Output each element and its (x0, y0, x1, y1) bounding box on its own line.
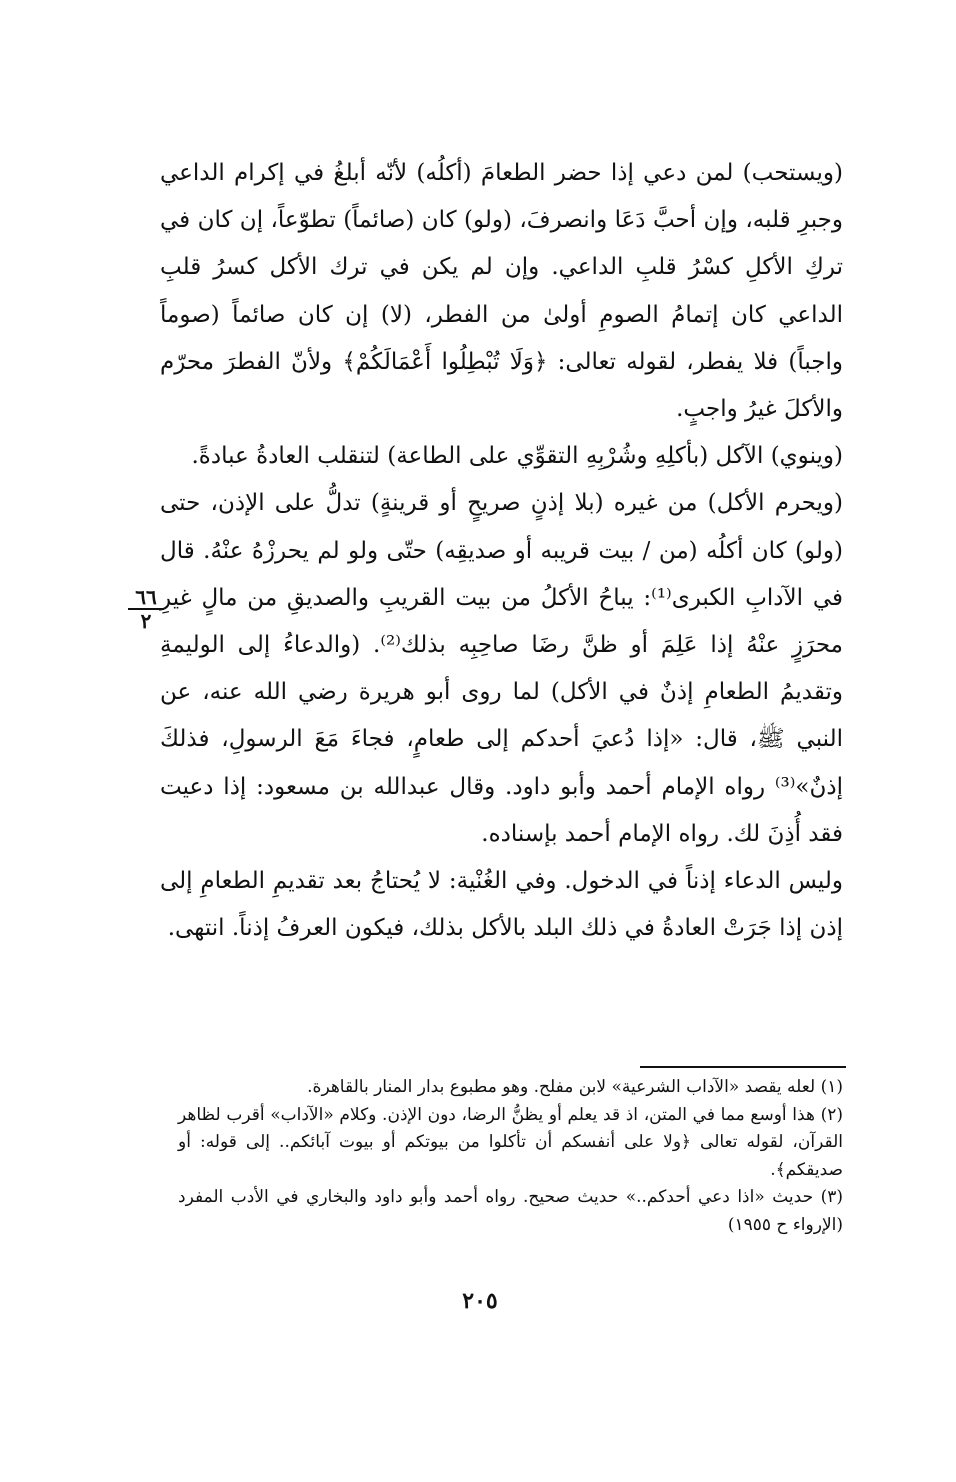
page-number: ٢٠٥ (462, 1288, 498, 1314)
main-text (160, 150, 843, 952)
footnote-2: (٢) هذا أوسع مما في المتن، اذ قد يعلم أو يظنُّ الرضا، دون الإذن. وكلام «الآداب» أقرب لظاهر القرآن، لقوله تعالى ﴿ولا على أنفسكم أن تأكلوا من بيوتكم أو بيوت آبائكم.. إلى قوله: أو صديقكم﴾. (178, 1104, 843, 1180)
paragraph-3: (ويحرم الأكل) من غيره (بلا إذنٍ صريحٍ أو قرينةٍ) تدلُّ على الإذن، حتى (ولو) كان أكلُه (من / بيت قريبه أو صديقِه) حتّى ولو لم يحرزْهُ عنْهُ. قال في الآدابِ الكبرى⁽¹⁾: يباحُ الأكلُ من بيت القريبِ والصديقِ من مالٍ غيرِ محرَزٍ عنْهُ إذا عَلِمَ أو ظنَّ رضَا صاحِبِه بذلك⁽²⁾. (والدعاءُ إلى الوليمةِ وتقديمُ الطعامِ إذنٌ في الأكل) لما روى أبو هريرة رضي الله عنه، عن النبي ﷺ، قال: «إذا دُعيَ أحدكم إلى طعامٍ، فجاءَ مَعَ الرسولِ، فذلكَ إذنٌ»⁽³⁾ رواه الإمام أحمد وأبو داود. وقال عبدالله بن مسعود: إذا دعيت فقد أُذِنَ لك. رواه الإمام أحمد بإسناده. (160, 490, 843, 847)
footnotes (178, 1074, 843, 1239)
manuscript-page-reference (128, 587, 164, 631)
paragraph-4: وليس الدعاء إذناً في الدخول. وفي الغُنْية: لا يُحتاجُ بعد تقديمِ الطعامِ إلى إذن إذا جَرَتْ العادةُ في ذلك البلد بالأكل بذلك، فيكون العرفُ إذناً. انتهى. (160, 868, 843, 942)
footnote-1: (١) لعله يقصد «الآداب الشرعية» لابن مفلح. وهو مطبوع بدار المنار بالقاهرة. (307, 1077, 843, 1097)
footnote-divider (640, 1066, 846, 1068)
manuscript-folio-number: ٦٦ (128, 587, 164, 610)
paragraph-2: (وينوي) الآكل (بأكلِهِ وشُرْبِهِ التقوِّي على الطاعة) لتنقلب العادةُ عبادةً. (191, 443, 843, 470)
footnote-3: (٣) حديث «اذا دعي أحدكم..» حديث صحيح. رواه أحمد وأبو داود والبخاري في الأدب المفرد (الإرواء ح ١٩٥٥) (178, 1187, 843, 1235)
paragraph-1: (ويستحب) لمن دعي إذا حضر الطعامَ (أكلُه) لأنّه أبلغُ في إكرام الداعي وجبرِ قلبه، وإن أحبَّ دَعَا وانصرفَ، (ولو) كان (صائماً) تطوّعاً، إن كان في تركِ الأكلِ كسْرُ قلبِ الداعي. وإن لم يكن في ترك الأكل كسرُ قلبِ الداعي كان إتمامُ الصومِ أولىٰ من الفطر، (لا) إن كان صائماً (صوماً واجباً) فلا يفطر، لقوله تعالى: ﴿وَلَا تُبْطِلُوا أَعْمَالَكُمْ﴾ ولأنّ الفطرَ محرّم والأكلَ غيرُ واجبٍ. (160, 160, 843, 423)
manuscript-side-number: ٢ (140, 609, 152, 633)
